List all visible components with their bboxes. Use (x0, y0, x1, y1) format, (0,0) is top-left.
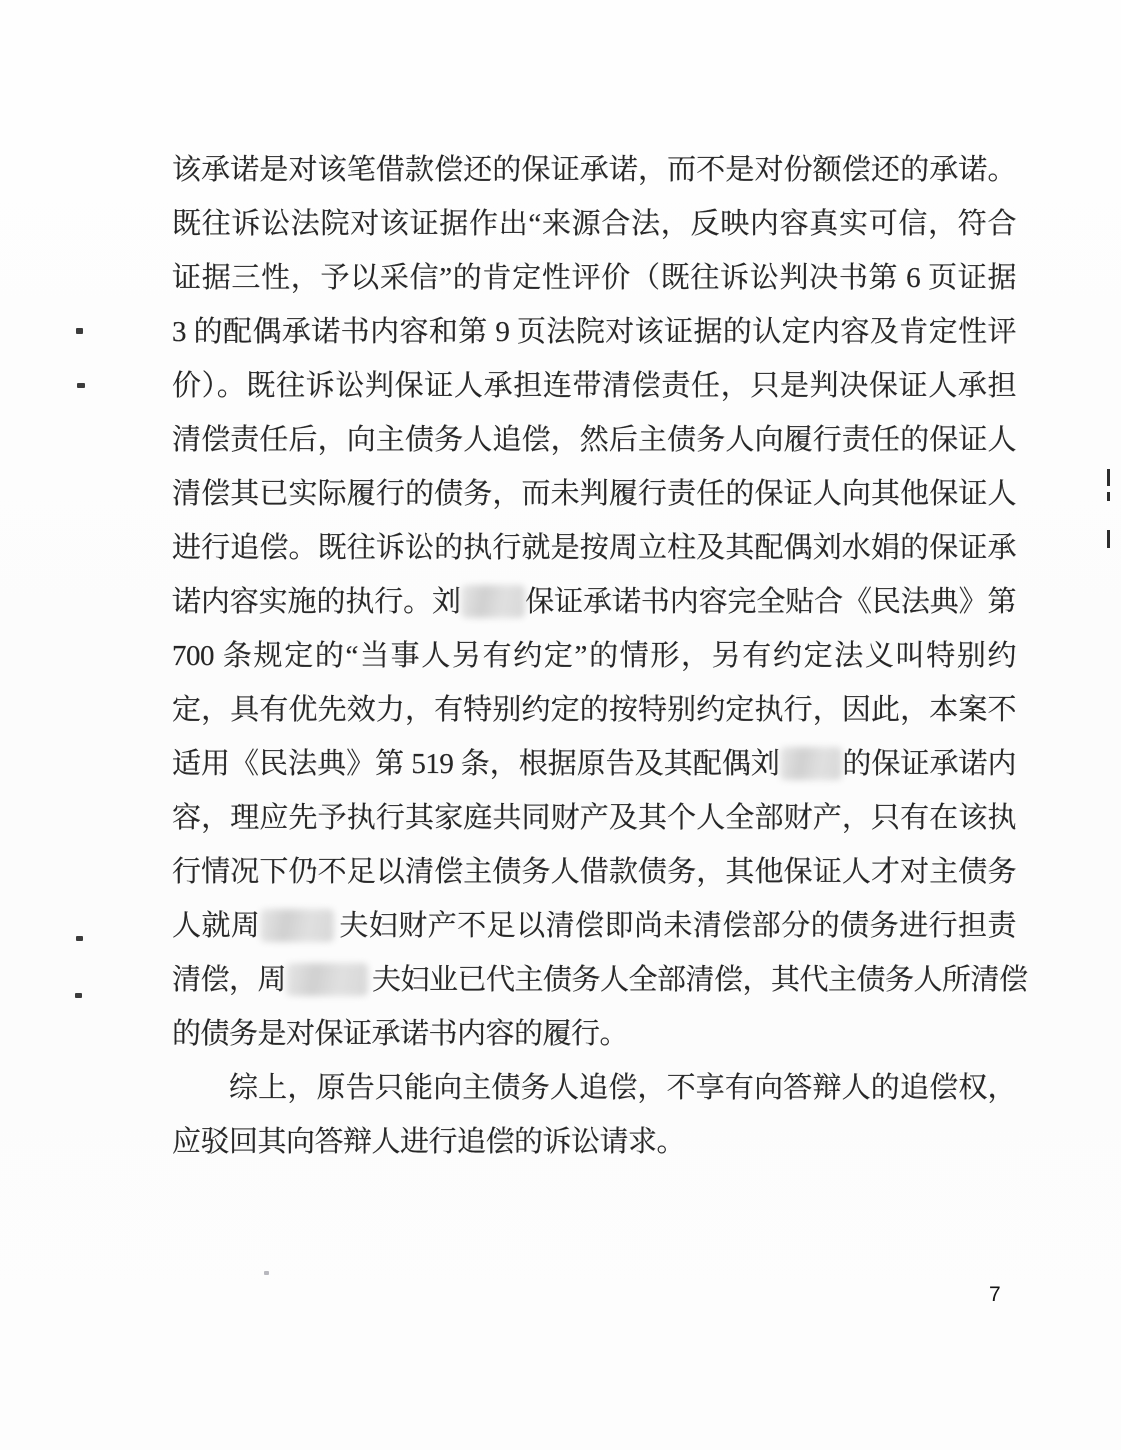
text-line (172, 575, 1016, 629)
text-segment: 的保证承诺内 (841, 748, 1016, 780)
text-segment: 人就周 (172, 910, 261, 942)
scan-edge-tick (1107, 469, 1110, 486)
text-segment: 清偿，周 (172, 964, 287, 996)
redacted-name-blur (286, 963, 368, 996)
text-line (172, 899, 1016, 953)
text-segment: 夫妇业已代主债务人全部清偿，其代主债务人所清偿 (372, 964, 1028, 996)
text-line: 证据三性，予以采信”的肯定性评价（既往诉讼判决书第 6 页证据 (172, 262, 1016, 294)
text-line: 行情况下仍不足以清偿主债务人借款债务，其他保证人才对主债务 (172, 856, 1016, 888)
text-line: 3 的配偶承诺书内容和第 9 页法院对该证据的认定内容及肯定性评 (172, 316, 1016, 348)
text-line: 价）。既往诉讼判保证人承担连带清偿责任，只是判决保证人承担 (172, 370, 1016, 402)
scan-edge-tick (1107, 492, 1110, 501)
text-segment: 诺内容实施的执行。刘 (172, 586, 461, 618)
text-line: 清偿其已实际履行的债务，而未判履行责任的保证人向其他保证人 (172, 478, 1016, 510)
scan-speck (264, 1271, 269, 1275)
text-line: 定，具有优先效力，有特别约定的按特别约定执行，因此，本案不 (172, 694, 1016, 726)
text-line: 综上，原告只能向主债务人追偿，不享有向答辩人的追偿权， (229, 1072, 1016, 1104)
text-segment: 适用《民法典》第 519 条，根据原告及其配偶刘 (172, 748, 780, 780)
text-segment: 保证承诺书内容完全贴合《民法典》第 (524, 586, 1016, 618)
scan-speck (76, 328, 83, 334)
text-line: 700 条规定的“当事人另有约定”的情形，另有约定法义叫特别约 (172, 640, 1016, 672)
text-line: 清偿责任后，向主债务人追偿，然后主债务人向履行责任的保证人 (172, 424, 1016, 456)
text-line: 应驳回其向答辩人进行追偿的诉讼请求。 (172, 1126, 686, 1158)
page-number: 7 (989, 1283, 1001, 1306)
redacted-name-blur (461, 585, 525, 618)
text-line (172, 737, 1016, 791)
redacted-name-blur (260, 909, 334, 942)
scan-speck (75, 993, 82, 998)
scan-edge-tick (1107, 530, 1110, 548)
scan-speck (76, 936, 83, 941)
text-line: 的债务是对保证承诺书内容的履行。 (172, 1018, 629, 1050)
text-line: 进行追偿。既往诉讼的执行就是按周立柱及其配偶刘水娟的保证承 (172, 532, 1016, 564)
redacted-name-blur (780, 747, 842, 780)
scan-speck (77, 383, 85, 388)
text-segment: 夫妇财产不足以清偿即尚未清偿部分的债务进行担责 (338, 910, 1016, 942)
text-line: 容，理应先予执行其家庭共同财产及其个人全部财产，只有在该执 (172, 802, 1016, 834)
text-line (172, 953, 1028, 1007)
text-line: 该承诺是对该笔借款偿还的保证承诺，而不是对份额偿还的承诺。 (172, 154, 1016, 186)
document-body-text (172, 143, 1028, 1169)
text-line: 既往诉讼法院对该证据作出“来源合法，反映内容真实可信，符合 (172, 208, 1016, 240)
